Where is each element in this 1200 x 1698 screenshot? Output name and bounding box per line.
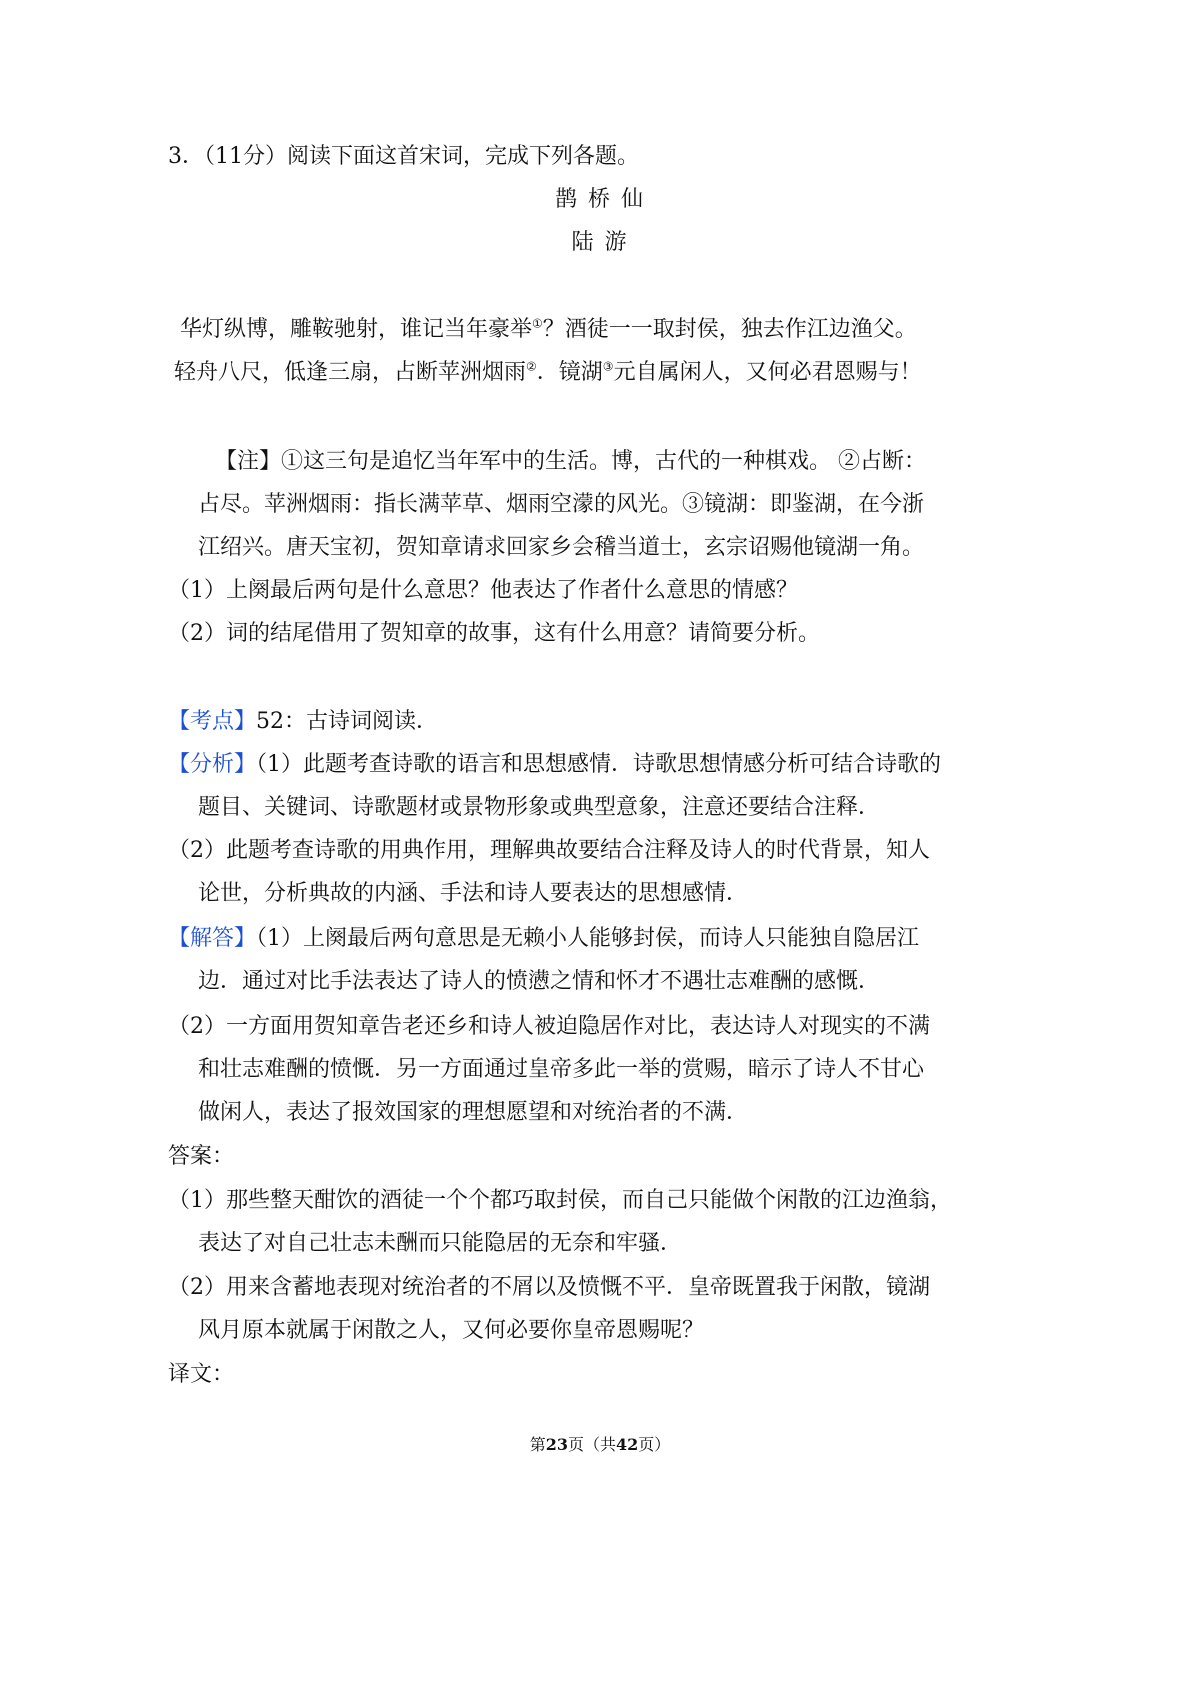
poem-line-1 (180, 315, 917, 345)
kaodian-line (168, 707, 438, 737)
fenxi-tag: 【分析】 (168, 752, 257, 777)
sub-question: （1）上阕最后两句是什么意思？他表达了作者什么意思的情感？ (168, 578, 798, 603)
footer-text: 第 (529, 1435, 546, 1454)
kaodian-tag: 【考点】 (168, 709, 257, 734)
answer-line: 表达了对自己壮志未酬而只能隐居的无奈和牢骚． (198, 1231, 683, 1256)
sub-question: （2）词的结尾借用了贺知章的故事，这有什么用意？请简要分析。 (168, 621, 820, 646)
poem-title: 鹊 桥 仙 (555, 187, 645, 212)
fenxi-line: （2）此题考查诗歌的用典作用，理解典故要结合注释及诗人的时代背景，知人 (168, 838, 930, 863)
translation-label: 译文： (168, 1362, 235, 1387)
jieda-tag: 【解答】 (168, 926, 257, 951)
note-marker: ② (526, 359, 537, 374)
note-marker: ③ (602, 359, 614, 374)
poem-line-text: ．镜湖 (536, 360, 603, 385)
jieda-line: 边．通过对比手法表达了诗人的愤懑之情和怀才不遇壮志难酬的感慨． (198, 969, 881, 994)
note-line: 【注】①这三句是追忆当年军中的生活。博，古代的一种棋戏。 ②占断： (215, 449, 926, 474)
answer-line: 风月原本就属于闲散之人，又何必要你皇帝恩赐呢？ (198, 1318, 705, 1343)
kaodian-text: 52：古诗词阅读． (256, 709, 439, 734)
fenxi-line: 论世，分析典故的内涵、手法和诗人要表达的思想感情． (198, 881, 749, 906)
jieda-line: 做闲人，表达了报效国家的理想愿望和对统治者的不满． (198, 1100, 749, 1125)
poem-line-text: ？酒徒一一取封侯，独去作江边渔父。 (542, 317, 917, 342)
footer-page-number: 23 (545, 1435, 568, 1454)
footer-total-pages: 42 (616, 1435, 639, 1454)
answer-line: （2）用来含蓄地表现对统治者的不屑以及愤慨不平．皇帝既置我于闲散，镜湖 (168, 1275, 930, 1300)
footer-text: 页） (638, 1435, 671, 1454)
jieda-line: 和壮志难酬的愤慨．另一方面通过皇帝多此一举的赏赐，暗示了诗人不甘心 (198, 1057, 925, 1082)
poem-line-text: 轻舟八尺，低逢三扇，占断苹洲烟雨 (174, 360, 527, 385)
poem-line-text: 元自属闲人，又何必君恩赐与！ (613, 360, 922, 385)
note-marker: ① (532, 316, 543, 331)
jieda-line: （2）一方面用贺知章告老还乡和诗人被迫隐居作对比，表达诗人对现实的不满 (168, 1014, 930, 1039)
fenxi-line (168, 750, 941, 780)
footer-text: 页（共 (567, 1435, 616, 1454)
answer-label: 答案： (168, 1144, 235, 1169)
question-header: 3．（11分）阅读下面这首宋词，完成下列各题。 (168, 144, 639, 169)
jieda-text: （1）上阕最后两句意思是无赖小人能够封侯，而诗人只能独自隐居江 (256, 926, 920, 951)
note-line: 江绍兴。唐天宝初，贺知章请求回家乡会稽当道士，玄宗诏赐他镜湖一角。 (198, 535, 925, 560)
page-footer (0, 1430, 1200, 1460)
poem-author: 陆 游 (571, 230, 629, 255)
fenxi-line: 题目、关键词、诗歌题材或景物形象或典型意象，注意还要结合注释． (198, 795, 881, 820)
note-line: 占尽。苹洲烟雨：指长满苹草、烟雨空濛的风光。③镜湖：即鉴湖，在今浙 (198, 492, 925, 517)
jieda-line (168, 924, 919, 954)
answer-line: （1）那些整天酣饮的酒徒一个个都巧取封侯，而自己只能做个闲散的江边渔翁， (168, 1188, 952, 1213)
poem-line-2 (174, 358, 922, 388)
fenxi-text: （1）此题考查诗歌的语言和思想感情．诗歌思想情感分析可结合诗歌的 (256, 752, 942, 777)
poem-line-text: 华灯纵博，雕鞍驰射，谁记当年豪举 (180, 317, 533, 342)
